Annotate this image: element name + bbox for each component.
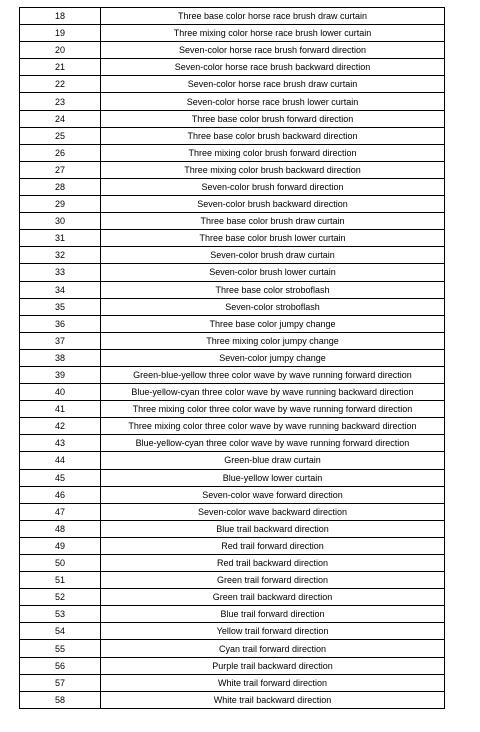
mode-number-cell: 40 [20, 384, 101, 401]
mode-number-cell: 34 [20, 281, 101, 298]
mode-number-cell: 28 [20, 178, 101, 195]
mode-description-cell: Three base color brush draw curtain [101, 213, 445, 230]
mode-description-cell: Three base color jumpy change [101, 315, 445, 332]
mode-number-cell: 46 [20, 486, 101, 503]
mode-number-cell: 50 [20, 555, 101, 572]
table-row [20, 25, 445, 42]
mode-number-cell: 39 [20, 366, 101, 383]
mode-description-cell: Three base color stroboflash [101, 281, 445, 298]
mode-description-cell: White trail forward direction [101, 674, 445, 691]
mode-description-cell: Seven-color horse race brush lower curtain [101, 93, 445, 110]
mode-number-cell: 52 [20, 589, 101, 606]
mode-description-cell: Green trail backward direction [101, 589, 445, 606]
table-row [20, 230, 445, 247]
mode-number-cell: 49 [20, 537, 101, 554]
mode-description-cell: Blue-yellow lower curtain [101, 469, 445, 486]
table-row [20, 42, 445, 59]
mode-description-cell: Three base color horse race brush draw curtain [101, 8, 445, 25]
mode-description-cell: Three mixing color three color wave by wave running backward direction [101, 418, 445, 435]
mode-number-cell: 51 [20, 572, 101, 589]
mode-description-cell: Seven-color wave forward direction [101, 486, 445, 503]
table-row [20, 8, 445, 25]
table-row [20, 435, 445, 452]
mode-description-cell: Blue trail forward direction [101, 606, 445, 623]
mode-number-cell: 35 [20, 298, 101, 315]
mode-description-cell: Seven-color stroboflash [101, 298, 445, 315]
table-row [20, 469, 445, 486]
mode-description-cell: Blue-yellow-cyan three color wave by wave running forward direction [101, 435, 445, 452]
mode-number-cell: 57 [20, 674, 101, 691]
table-row [20, 520, 445, 537]
mode-description-cell: Yellow trail forward direction [101, 623, 445, 640]
mode-description-cell: Three mixing color jumpy change [101, 332, 445, 349]
mode-description-cell: Three mixing color three color wave by wave running forward direction [101, 401, 445, 418]
mode-description-cell: Green trail forward direction [101, 572, 445, 589]
table-row [20, 110, 445, 127]
table-row [20, 298, 445, 315]
table-row [20, 674, 445, 691]
mode-description-cell: Three base color brush forward direction [101, 110, 445, 127]
table-row [20, 452, 445, 469]
table-row [20, 418, 445, 435]
mode-description-cell: Three base color brush backward direction [101, 127, 445, 144]
mode-number-cell: 54 [20, 623, 101, 640]
table-row [20, 93, 445, 110]
mode-table [19, 7, 445, 709]
mode-number-cell: 56 [20, 657, 101, 674]
mode-description-cell: Red trail backward direction [101, 555, 445, 572]
mode-number-cell: 47 [20, 503, 101, 520]
table-row [20, 196, 445, 213]
mode-number-cell: 44 [20, 452, 101, 469]
table-row [20, 640, 445, 657]
table-row [20, 349, 445, 366]
table-row [20, 264, 445, 281]
table-row [20, 503, 445, 520]
table-row [20, 657, 445, 674]
mode-description-cell: Seven-color horse race brush forward direction [101, 42, 445, 59]
mode-description-cell: Blue-yellow-cyan three color wave by wave running backward direction [101, 384, 445, 401]
mode-description-cell: Seven-color wave backward direction [101, 503, 445, 520]
mode-number-cell: 30 [20, 213, 101, 230]
table-row [20, 76, 445, 93]
mode-description-cell: Three mixing color brush backward direction [101, 161, 445, 178]
mode-description-cell: Seven-color horse race brush backward direction [101, 59, 445, 76]
table-row [20, 213, 445, 230]
table-row [20, 247, 445, 264]
mode-number-cell: 27 [20, 161, 101, 178]
table-row [20, 486, 445, 503]
mode-number-cell: 36 [20, 315, 101, 332]
table-row [20, 59, 445, 76]
mode-description-cell: Seven-color brush draw curtain [101, 247, 445, 264]
table-row [20, 623, 445, 640]
mode-description-cell: Seven-color brush backward direction [101, 196, 445, 213]
mode-number-cell: 41 [20, 401, 101, 418]
table-row [20, 606, 445, 623]
table-row [20, 555, 445, 572]
mode-description-cell: White trail backward direction [101, 691, 445, 708]
mode-number-cell: 55 [20, 640, 101, 657]
mode-description-cell: Purple trail backward direction [101, 657, 445, 674]
mode-description-cell: Seven-color brush lower curtain [101, 264, 445, 281]
mode-number-cell: 19 [20, 25, 101, 42]
table-row [20, 315, 445, 332]
table-row [20, 384, 445, 401]
mode-number-cell: 37 [20, 332, 101, 349]
mode-number-cell: 42 [20, 418, 101, 435]
mode-number-cell: 48 [20, 520, 101, 537]
table-row [20, 144, 445, 161]
mode-description-cell: Cyan trail forward direction [101, 640, 445, 657]
table-row [20, 281, 445, 298]
mode-description-cell: Seven-color horse race brush draw curtain [101, 76, 445, 93]
mode-number-cell: 33 [20, 264, 101, 281]
mode-number-cell: 29 [20, 196, 101, 213]
table-row [20, 178, 445, 195]
mode-description-cell: Green-blue draw curtain [101, 452, 445, 469]
mode-table-body [20, 8, 445, 709]
mode-number-cell: 18 [20, 8, 101, 25]
mode-number-cell: 31 [20, 230, 101, 247]
mode-description-cell: Seven-color jumpy change [101, 349, 445, 366]
mode-description-cell: Seven-color brush forward direction [101, 178, 445, 195]
mode-number-cell: 25 [20, 127, 101, 144]
mode-number-cell: 26 [20, 144, 101, 161]
table-row [20, 332, 445, 349]
mode-number-cell: 24 [20, 110, 101, 127]
mode-number-cell: 20 [20, 42, 101, 59]
mode-number-cell: 45 [20, 469, 101, 486]
table-row [20, 127, 445, 144]
mode-description-cell: Three base color brush lower curtain [101, 230, 445, 247]
table-row [20, 537, 445, 554]
mode-number-cell: 53 [20, 606, 101, 623]
table-row [20, 572, 445, 589]
table-row [20, 161, 445, 178]
mode-number-cell: 58 [20, 691, 101, 708]
mode-description-cell: Three mixing color brush forward direction [101, 144, 445, 161]
mode-number-cell: 32 [20, 247, 101, 264]
mode-description-cell: Three mixing color horse race brush lower curtain [101, 25, 445, 42]
table-row [20, 589, 445, 606]
table-row [20, 401, 445, 418]
mode-number-cell: 22 [20, 76, 101, 93]
mode-description-cell: Blue trail backward direction [101, 520, 445, 537]
mode-number-cell: 21 [20, 59, 101, 76]
mode-number-cell: 43 [20, 435, 101, 452]
table-row [20, 691, 445, 708]
table-row [20, 366, 445, 383]
mode-description-cell: Red trail forward direction [101, 537, 445, 554]
mode-number-cell: 23 [20, 93, 101, 110]
mode-description-cell: Green-blue-yellow three color wave by wave running forward direction [101, 366, 445, 383]
mode-number-cell: 38 [20, 349, 101, 366]
